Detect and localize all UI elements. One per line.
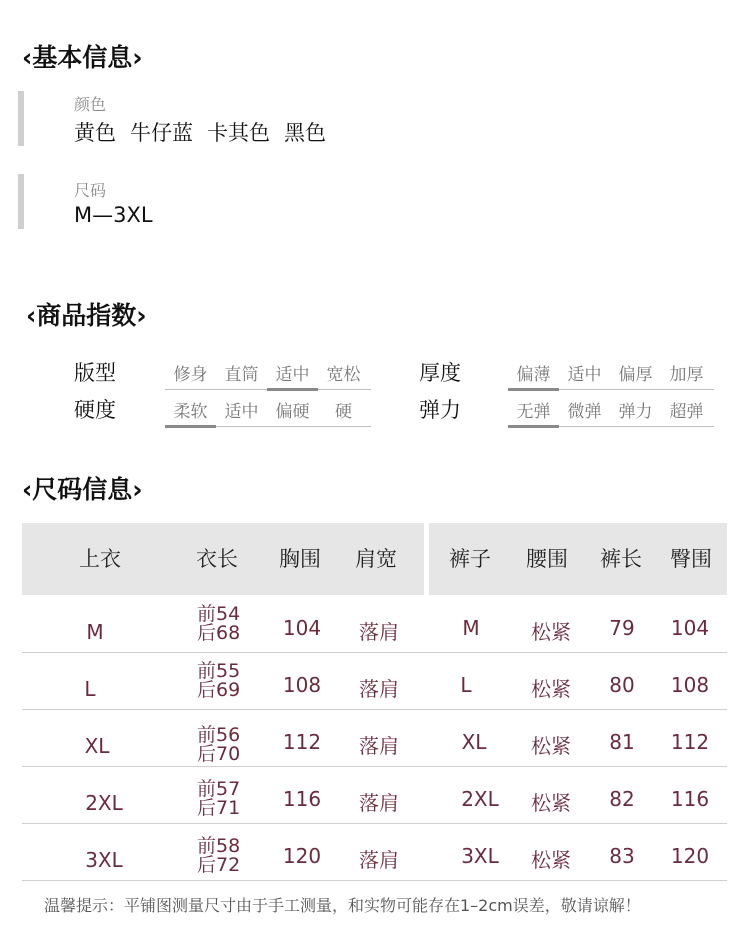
cell-length-back: 后70 [197, 743, 241, 765]
cell-top-size: 3XL [85, 848, 123, 872]
header-divider [424, 523, 429, 595]
cell-length-back: 后72 [197, 854, 241, 876]
index-options-hardness [165, 397, 371, 427]
cell-shoulder: 落肩 [359, 734, 399, 758]
index-option: 直筒 [224, 365, 259, 385]
cell-length-back: 后68 [197, 622, 241, 644]
cell-pants-length: 80 [609, 673, 635, 697]
index-options-fit [165, 360, 371, 390]
basic-info-title: ‹基本信息› [22, 43, 143, 72]
cell-length-back: 后71 [197, 797, 241, 819]
row-divider [22, 652, 727, 653]
header-pants-length: 裤长 [600, 547, 642, 571]
size-info-title: ‹尺码信息› [22, 475, 143, 504]
row-divider [22, 766, 727, 767]
row-divider [22, 823, 727, 824]
cell-chest: 112 [282, 730, 322, 754]
header-top: 上衣 [79, 547, 121, 571]
cell-shoulder: 落肩 [359, 848, 399, 872]
cell-length-front: 前55 [197, 660, 241, 682]
cell-waist: 松紧 [531, 677, 571, 701]
cell-pants-length: 82 [609, 787, 635, 811]
cell-length-front: 前54 [197, 603, 241, 625]
header-top-length: 衣长 [196, 547, 238, 571]
index-option-selected: 柔软 [165, 397, 216, 426]
color-value: 牛仔蓝 [130, 121, 193, 145]
color-accent-bar [18, 91, 24, 146]
cell-top-length [197, 780, 240, 818]
cell-chest: 116 [282, 787, 322, 811]
index-option-selected: 适中 [267, 360, 318, 389]
cell-hip: 116 [670, 787, 710, 811]
index-option: 微弹 [567, 402, 602, 422]
cell-chest: 108 [282, 673, 322, 697]
size-label: 尺码 [74, 181, 107, 200]
cell-length-back: 后69 [197, 679, 241, 701]
cell-pants-length: 81 [609, 730, 635, 754]
header-waist: 腰围 [526, 547, 568, 571]
indices-title: ‹商品指数› [26, 301, 147, 330]
cell-top-size: 2XL [85, 791, 123, 815]
index-option: 适中 [224, 402, 259, 422]
header-shoulder: 肩宽 [355, 547, 397, 571]
cell-length-front: 前58 [197, 835, 241, 857]
index-option: 硬 [335, 402, 352, 422]
index-option: 修身 [173, 365, 208, 385]
cell-waist: 松紧 [531, 791, 571, 815]
index-option-selected: 偏薄 [508, 360, 559, 389]
index-option: 偏硬 [275, 402, 310, 422]
cell-hip: 108 [670, 673, 710, 697]
size-value: M—3XL [74, 203, 153, 227]
cell-top-length [197, 837, 240, 875]
index-option-selected: 无弹 [508, 397, 559, 426]
cell-pants-length: 79 [609, 616, 635, 640]
cell-shoulder: 落肩 [359, 791, 399, 815]
cell-pants-size: M [462, 616, 480, 640]
row-divider [22, 880, 727, 881]
cell-pants-size: XL [461, 730, 487, 754]
cell-hip: 112 [670, 730, 710, 754]
index-option: 适中 [567, 365, 602, 385]
cell-shoulder: 落肩 [359, 620, 399, 644]
cell-hip: 104 [670, 616, 710, 640]
index-option: 加厚 [669, 365, 704, 385]
cell-shoulder: 落肩 [359, 677, 399, 701]
color-value: 卡其色 [207, 121, 270, 145]
index-option: 超弹 [669, 402, 704, 422]
index-name-fit: 版型 [74, 361, 116, 385]
index-options-thickness [508, 360, 714, 390]
header-chest: 胸围 [279, 547, 321, 571]
footnote: 温馨提示：平铺图测量尺寸由于手工测量，和实物可能存在1–2cm误差，敬请谅解！ [44, 896, 641, 915]
cell-top-size: L [84, 677, 96, 701]
index-name-hardness: 硬度 [74, 398, 116, 422]
cell-top-length [197, 726, 240, 764]
color-value: 黑色 [284, 121, 326, 145]
cell-pants-size: 3XL [461, 844, 499, 868]
cell-top-size: M [86, 620, 104, 644]
index-options-elasticity [508, 397, 714, 427]
row-divider [22, 709, 727, 710]
index-name-thickness: 厚度 [419, 361, 461, 385]
index-option: 宽松 [326, 365, 361, 385]
cell-top-size: XL [84, 734, 110, 758]
cell-waist: 松紧 [531, 620, 571, 644]
cell-hip: 120 [670, 844, 710, 868]
cell-chest: 120 [282, 844, 322, 868]
index-name-elasticity: 弹力 [419, 398, 461, 422]
index-option: 偏厚 [618, 365, 653, 385]
color-value: 黄色 [74, 121, 116, 145]
cell-chest: 104 [282, 616, 322, 640]
cell-top-length [197, 605, 240, 643]
size-accent-bar [18, 174, 24, 229]
size-table-header [22, 523, 727, 595]
header-pants: 裤子 [449, 547, 491, 571]
cell-length-front: 前57 [197, 778, 241, 800]
cell-pants-size: L [460, 673, 472, 697]
cell-waist: 松紧 [531, 734, 571, 758]
header-hip: 臀围 [670, 547, 712, 571]
cell-waist: 松紧 [531, 848, 571, 872]
cell-length-front: 前56 [197, 724, 241, 746]
cell-top-length [197, 662, 240, 700]
color-values [74, 117, 340, 147]
cell-pants-length: 83 [609, 844, 635, 868]
index-option: 弹力 [618, 402, 653, 422]
color-label: 颜色 [74, 95, 107, 114]
cell-pants-size: 2XL [461, 787, 499, 811]
